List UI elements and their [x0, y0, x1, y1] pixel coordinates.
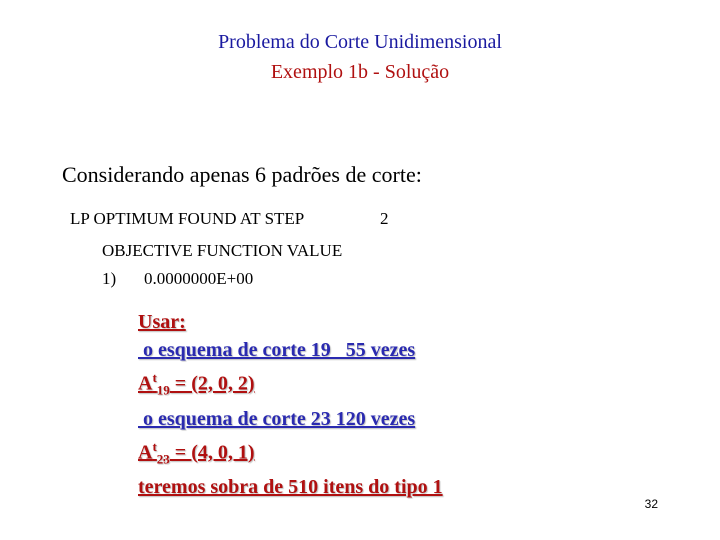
page-number: 32 — [644, 497, 658, 511]
a23-line — [138, 433, 443, 474]
solution-block — [138, 308, 443, 501]
intro-text: Considerando apenas 6 padrões de corte: — [62, 162, 422, 187]
pattern-19-line: o esquema de corte 19 55 vezes — [138, 339, 416, 361]
lp-step: 2 — [380, 209, 389, 228]
a23-value: = (4, 0, 1) — [169, 441, 255, 464]
a19-sub: 19 — [156, 382, 170, 398]
slide-subtitle: Exemplo 1b - Solução — [270, 61, 450, 83]
pattern-23-line: o esquema de corte 23 120 vezes — [138, 407, 416, 430]
a19-line — [138, 364, 443, 405]
a23-sub: 23 — [156, 451, 170, 467]
objective-index: 1) — [102, 269, 117, 288]
objective-label: OBJECTIVE FUNCTION VALUE — [102, 241, 343, 260]
a19-prefix: A — [138, 372, 153, 395]
objective-value: 0.0000000E+00 — [144, 269, 254, 288]
usar-heading: Usar: — [138, 311, 186, 333]
a23-sup: t — [152, 438, 157, 454]
leftover-line: teremos sobra de 510 itens do tipo 1 — [138, 476, 443, 499]
a19-value: = (2, 0, 2) — [169, 372, 255, 395]
lp-status: LP OPTIMUM FOUND AT STEP — [70, 209, 305, 228]
a23-prefix: A — [138, 441, 153, 464]
a19-sup: t — [152, 370, 157, 385]
slide-title: Problema do Corte Unidimensional — [218, 31, 502, 53]
